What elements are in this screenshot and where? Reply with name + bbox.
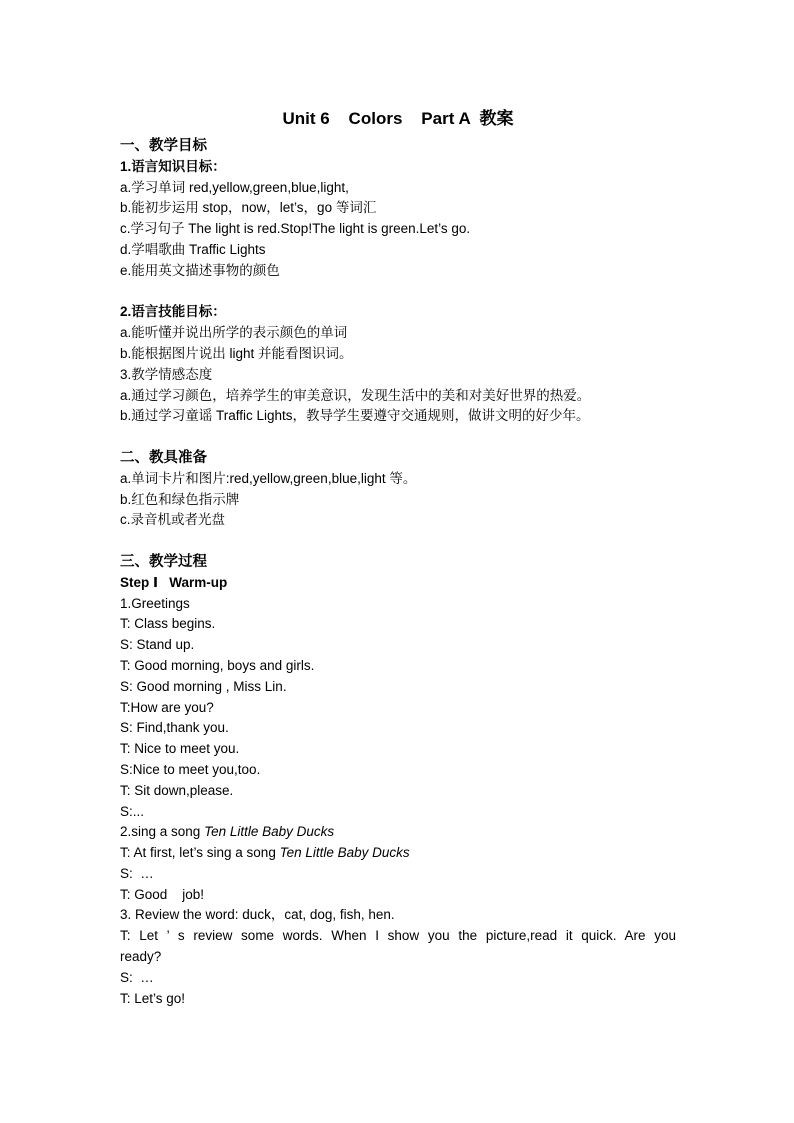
objective-item: d.学唱歌曲 Traffic Lights	[120, 241, 266, 257]
review-words-heading: 3. Review the word: duck，cat, dog, fish, hen.	[120, 907, 395, 923]
dialogue-line-continued: ready?	[120, 949, 162, 965]
dialogue-line: T: Nice to meet you.	[120, 741, 240, 757]
dialogue-line: S: …	[120, 969, 154, 985]
sing-song-prefix: 2.sing a song	[120, 824, 205, 840]
dialogue-line: S:...	[120, 803, 145, 819]
blank-line	[120, 531, 676, 552]
greetings-heading: 1.Greetings	[120, 595, 190, 611]
aid-item: a.单词卡片和图片:red,yellow,green,blue,light 等。	[120, 470, 417, 486]
attitude-heading: 3.教学情感态度	[120, 366, 213, 382]
blank-line	[120, 282, 676, 303]
song-title: Ten Little Baby Ducks	[204, 824, 335, 840]
dialogue-line: T: Sit down,please.	[120, 782, 234, 798]
dialogue-line: T: Good job!	[120, 886, 205, 902]
language-skill-heading: 2.语言技能目标：	[120, 304, 226, 320]
language-knowledge-heading: 1.语言知识目标：	[120, 158, 226, 174]
skill-item: b.能根据图片说出 light 并能看图识词。	[120, 345, 353, 361]
objective-item: e.能用英文描述事物的颜色	[120, 262, 280, 278]
dialogue-line: T: Let’s go!	[120, 990, 186, 1006]
objective-item: b.能初步运用 stop，now，let’s，go 等词汇	[120, 200, 377, 216]
objective-item: a.学习单词 red,yellow,green,blue,light,	[120, 179, 349, 195]
section-teaching-objectives-heading: 一、教学目标	[120, 138, 207, 154]
skill-item: a.能听懂并说出所学的表示颜色的单词	[120, 325, 348, 341]
objective-item: c.学习句子 The light is red.Stop!The light is green.Let’s go.	[120, 221, 471, 237]
dialogue-line: S: …	[120, 865, 154, 881]
aid-item: b.红色和绿色指示牌	[120, 491, 240, 507]
dialogue-line: T: Good morning, boys and girls.	[120, 657, 315, 673]
song-title: Ten Little Baby Ducks	[279, 845, 410, 861]
blank-line	[120, 427, 676, 448]
dialogue-line	[120, 843, 676, 864]
dialogue-line: S: Stand up.	[120, 637, 195, 653]
dialogue-line: T:How are you?	[120, 699, 214, 715]
lesson-plan-document	[120, 104, 676, 1009]
dialogue-line: T: Class begins.	[120, 616, 216, 632]
attitude-item: b.通过学习童谣 Traffic Lights，教导学生要遵守交通规则，做讲文明的好少年。	[120, 408, 590, 424]
dialogue-text: T: At first, let’s sing a song	[120, 845, 280, 861]
step-heading: Step Ⅰ Warm-up	[120, 574, 228, 590]
dialogue-line: S: Find,thank you.	[120, 720, 229, 736]
document-title: Unit 6 Colors Part A 教案	[282, 109, 514, 128]
section-teaching-aids-heading: 二、教具准备	[120, 449, 207, 466]
section-teaching-process-heading: 三、教学过程	[120, 553, 207, 570]
sing-song-heading	[120, 822, 676, 843]
dialogue-line: S: Good morning , Miss Lin.	[120, 678, 287, 694]
dialogue-line: T: Let ’ s review some words. When I show you the picture,read it quick. Are you	[120, 928, 676, 944]
aid-item: c.录音机或者光盘	[120, 512, 226, 528]
dialogue-line: S:Nice to meet you,too.	[120, 761, 261, 777]
attitude-item: a.通过学习颜色，培养学生的审美意识，发现生活中的美和对美好世界的热爱。	[120, 387, 591, 403]
